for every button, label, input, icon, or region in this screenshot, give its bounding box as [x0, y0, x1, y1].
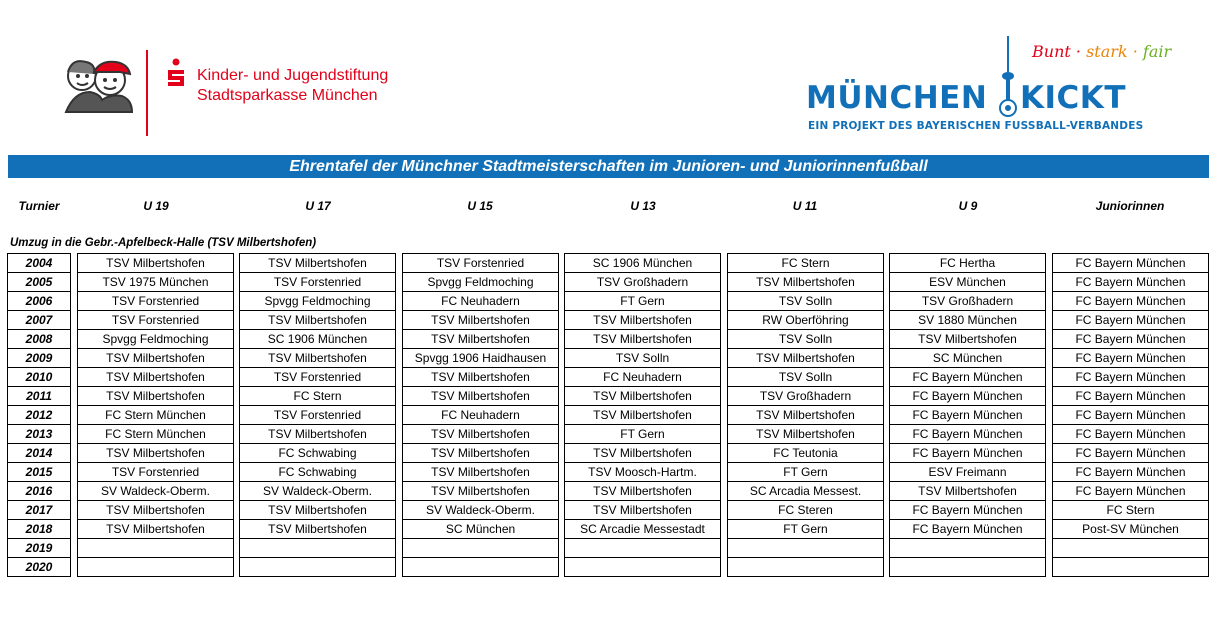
header-u9: U 9 — [958, 199, 978, 213]
u19-cell — [78, 539, 233, 558]
year-cell: 2013 — [8, 425, 70, 444]
sparkasse-s-icon — [165, 58, 187, 88]
u17-column — [239, 253, 396, 577]
slogan-fair: fair — [1142, 42, 1172, 61]
u11-cell: FT Gern — [728, 463, 883, 482]
logo-divider — [146, 50, 148, 136]
u19-cell: TSV Milbertshofen — [78, 520, 233, 539]
u11-cell: TSV Milbertshofen — [728, 349, 883, 368]
u17-cell: TSV Milbertshofen — [240, 349, 395, 368]
u17-cell — [240, 539, 395, 558]
juniorinnen-cell: FC Bayern München — [1053, 330, 1208, 349]
slogan: Bunt · stark · fair — [1032, 42, 1172, 61]
juniorinnen-cell: FC Bayern München — [1053, 273, 1208, 292]
u17-cell: Spvgg Feldmoching — [240, 292, 395, 311]
u9-cell: TSV Milbertshofen — [890, 482, 1045, 501]
year-column — [7, 253, 71, 577]
year-cell: 2019 — [8, 539, 70, 558]
u15-cell: FC Neuhadern — [403, 406, 558, 425]
brand-kickt: KICKT — [1020, 80, 1126, 116]
u9-cell: FC Bayern München — [890, 425, 1045, 444]
u13-cell: TSV Milbertshofen — [565, 330, 720, 349]
u11-cell: FC Steren — [728, 501, 883, 520]
year-cell: 2007 — [8, 311, 70, 330]
u15-cell: TSV Milbertshofen — [403, 311, 558, 330]
u19-cell: TSV Forstenried — [78, 292, 233, 311]
year-cell: 2008 — [8, 330, 70, 349]
header-u19: U 19 — [143, 199, 169, 213]
u19-column — [77, 253, 234, 577]
juniorinnen-cell: FC Stern — [1053, 501, 1208, 520]
year-cell: 2006 — [8, 292, 70, 311]
u9-cell: FC Bayern München — [890, 368, 1045, 387]
year-cell: 2004 — [8, 254, 70, 273]
tv-tower-ball-icon — [996, 36, 1020, 118]
juniorinnen-cell: FC Bayern München — [1053, 292, 1208, 311]
u15-cell: SV Waldeck-Oberm. — [403, 501, 558, 520]
juniorinnen-column — [1052, 253, 1209, 577]
header-turnier: Turnier — [18, 199, 60, 213]
juniorinnen-cell: FC Bayern München — [1053, 368, 1208, 387]
u13-cell: TSV Milbertshofen — [565, 444, 720, 463]
u11-cell: TSV Solln — [728, 330, 883, 349]
u11-cell: FC Teutonia — [728, 444, 883, 463]
u9-cell — [890, 558, 1045, 577]
foundation-line-1: Kinder- und Jugendstiftung — [197, 67, 389, 84]
u11-cell: TSV Milbertshofen — [728, 406, 883, 425]
u9-cell: FC Bayern München — [890, 501, 1045, 520]
u15-cell: Spvgg 1906 Haidhausen — [403, 349, 558, 368]
u11-cell: TSV Solln — [728, 368, 883, 387]
u17-cell: TSV Milbertshofen — [240, 311, 395, 330]
u11-cell: TSV Großhadern — [728, 387, 883, 406]
u15-cell: TSV Milbertshofen — [403, 425, 558, 444]
u13-cell: TSV Milbertshofen — [565, 482, 720, 501]
u9-cell — [890, 539, 1045, 558]
u13-cell: TSV Milbertshofen — [565, 501, 720, 520]
u11-cell: RW Oberföhring — [728, 311, 883, 330]
page-title: Ehrentafel der Münchner Stadtmeisterschaften im Junioren- und Juniorinnenfußball — [8, 155, 1209, 178]
brand-muenchen: MÜNCHEN — [806, 80, 988, 116]
u13-cell: TSV Milbertshofen — [565, 387, 720, 406]
u15-cell: TSV Milbertshofen — [403, 368, 558, 387]
juniorinnen-cell: Post-SV München — [1053, 520, 1208, 539]
juniorinnen-cell: FC Bayern München — [1053, 254, 1208, 273]
u19-cell: TSV Milbertshofen — [78, 254, 233, 273]
u17-cell: TSV Milbertshofen — [240, 254, 395, 273]
foundation-line-2: Stadtsparkasse München — [197, 87, 378, 104]
juniorinnen-cell — [1053, 558, 1208, 577]
u17-cell: TSV Milbertshofen — [240, 520, 395, 539]
slogan-bunt: Bunt — [1032, 42, 1071, 61]
u19-cell: TSV Milbertshofen — [78, 387, 233, 406]
juniorinnen-cell: FC Bayern München — [1053, 311, 1208, 330]
u19-cell: TSV 1975 München — [78, 273, 233, 292]
juniorinnen-cell: FC Bayern München — [1053, 463, 1208, 482]
header-u11: U 11 — [792, 199, 818, 213]
u13-cell: TSV Milbertshofen — [565, 311, 720, 330]
u15-column — [402, 253, 559, 577]
juniorinnen-cell: FC Bayern München — [1053, 482, 1208, 501]
header-juniorinnen: Juniorinnen — [1095, 199, 1165, 213]
u11-cell: TSV Milbertshofen — [728, 273, 883, 292]
u11-cell: TSV Milbertshofen — [728, 425, 883, 444]
u15-cell: TSV Milbertshofen — [403, 330, 558, 349]
u19-cell: FC Stern München — [78, 425, 233, 444]
juniorinnen-cell: FC Bayern München — [1053, 387, 1208, 406]
u9-cell: ESV Freimann — [890, 463, 1045, 482]
u13-cell: FC Neuhadern — [565, 368, 720, 387]
juniorinnen-cell: FC Bayern München — [1053, 406, 1208, 425]
year-cell: 2015 — [8, 463, 70, 482]
foundation-name — [197, 66, 388, 106]
u15-cell: TSV Milbertshofen — [403, 463, 558, 482]
u17-cell: TSV Milbertshofen — [240, 425, 395, 444]
u13-cell: FT Gern — [565, 425, 720, 444]
u13-cell: TSV Milbertshofen — [565, 406, 720, 425]
u15-cell: TSV Milbertshofen — [403, 444, 558, 463]
u17-cell: FC Stern — [240, 387, 395, 406]
u9-cell: TSV Großhadern — [890, 292, 1045, 311]
u19-cell: TSV Milbertshofen — [78, 368, 233, 387]
u9-cell: TSV Milbertshofen — [890, 330, 1045, 349]
u15-cell: TSV Milbertshofen — [403, 482, 558, 501]
year-cell: 2020 — [25, 560, 53, 574]
year-cell: 2012 — [8, 406, 70, 425]
juniorinnen-cell: FC Bayern München — [1053, 349, 1208, 368]
u17-cell: TSV Forstenried — [240, 406, 395, 425]
slogan-stark: stark — [1086, 42, 1128, 61]
year-cell: 2005 — [8, 273, 70, 292]
u11-cell: TSV Solln — [728, 292, 883, 311]
u9-cell: FC Hertha — [890, 254, 1045, 273]
u17-cell: TSV Milbertshofen — [240, 501, 395, 520]
u9-cell: FC Bayern München — [890, 520, 1045, 539]
muenchen-kickt-logo — [806, 36, 1172, 136]
u19-cell: TSV Milbertshofen — [78, 444, 233, 463]
year-cell: 2011 — [8, 387, 70, 406]
u13-cell: SC 1906 München — [565, 254, 720, 273]
year-cell: 2016 — [8, 482, 70, 501]
header-u13: U 13 — [630, 199, 656, 213]
year-cell: 2010 — [8, 368, 70, 387]
u9-cell: FC Bayern München — [890, 387, 1045, 406]
u15-cell: Spvgg Feldmoching — [403, 273, 558, 292]
juniorinnen-cell: FC Bayern München — [1053, 425, 1208, 444]
u19-cell: TSV Milbertshofen — [78, 349, 233, 368]
u9-cell: ESV München — [890, 273, 1045, 292]
u13-cell: TSV Solln — [565, 349, 720, 368]
u19-cell — [78, 558, 233, 577]
u19-cell: TSV Forstenried — [78, 463, 233, 482]
u13-cell: SC Arcadie Messestadt — [565, 520, 720, 539]
u15-cell: FC Neuhadern — [403, 292, 558, 311]
juniorinnen-cell — [1053, 539, 1208, 558]
u17-cell: TSV Forstenried — [240, 273, 395, 292]
year-cell: 2014 — [8, 444, 70, 463]
u15-cell — [403, 558, 558, 577]
u13-cell: TSV Großhadern — [565, 273, 720, 292]
u15-cell: TSV Milbertshofen — [403, 387, 558, 406]
u13-cell — [565, 558, 720, 577]
header-u15: U 15 — [467, 199, 493, 213]
u15-cell — [403, 539, 558, 558]
u9-cell: FC Bayern München — [890, 406, 1045, 425]
foundation-logo — [60, 48, 430, 138]
u19-cell: SV Waldeck-Oberm. — [78, 482, 233, 501]
brand-sub-org: BAYERISCHEN FUSSBALL-VERBANDES — [916, 120, 1144, 132]
u15-cell: SC München — [403, 520, 558, 539]
u13-cell: TSV Moosch-Hartm. — [565, 463, 720, 482]
u13-cell: FT Gern — [565, 292, 720, 311]
u11-column — [727, 253, 884, 577]
u13-cell — [565, 539, 720, 558]
u9-cell: SC München — [890, 349, 1045, 368]
u19-cell: FC Stern München — [78, 406, 233, 425]
brand-subline — [808, 120, 1143, 132]
u13-column — [564, 253, 721, 577]
year-cell: 2017 — [8, 501, 70, 520]
u17-cell: TSV Forstenried — [240, 368, 395, 387]
u17-cell: FC Schwabing — [240, 444, 395, 463]
u9-cell: FC Bayern München — [890, 444, 1045, 463]
year-cell: 2009 — [8, 349, 70, 368]
u11-cell — [728, 558, 883, 577]
u17-cell: SC 1906 München — [240, 330, 395, 349]
juniorinnen-cell: FC Bayern München — [1053, 444, 1208, 463]
year-cell: 2018 — [8, 520, 70, 539]
brand-sub-prefix: EIN PROJEKT DES — [808, 120, 913, 132]
u9-cell: SV 1880 München — [890, 311, 1045, 330]
u11-cell: FC Stern — [728, 254, 883, 273]
u9-column — [889, 253, 1046, 577]
kids-mascot-icon — [60, 56, 138, 114]
header-u17: U 17 — [305, 199, 331, 213]
u19-cell: Spvgg Feldmoching — [78, 330, 233, 349]
venue-note: Umzug in die Gebr.-Apfelbeck-Halle (TSV Milbertshofen) — [10, 237, 317, 249]
u15-cell: TSV Forstenried — [403, 254, 558, 273]
u17-cell: FC Schwabing — [240, 463, 395, 482]
u11-cell: FT Gern — [728, 520, 883, 539]
u17-cell — [240, 558, 395, 577]
u17-cell: SV Waldeck-Oberm. — [240, 482, 395, 501]
u11-cell — [728, 539, 883, 558]
u19-cell: TSV Milbertshofen — [78, 501, 233, 520]
u11-cell: SC Arcadia Messest. — [728, 482, 883, 501]
u19-cell: TSV Forstenried — [78, 311, 233, 330]
